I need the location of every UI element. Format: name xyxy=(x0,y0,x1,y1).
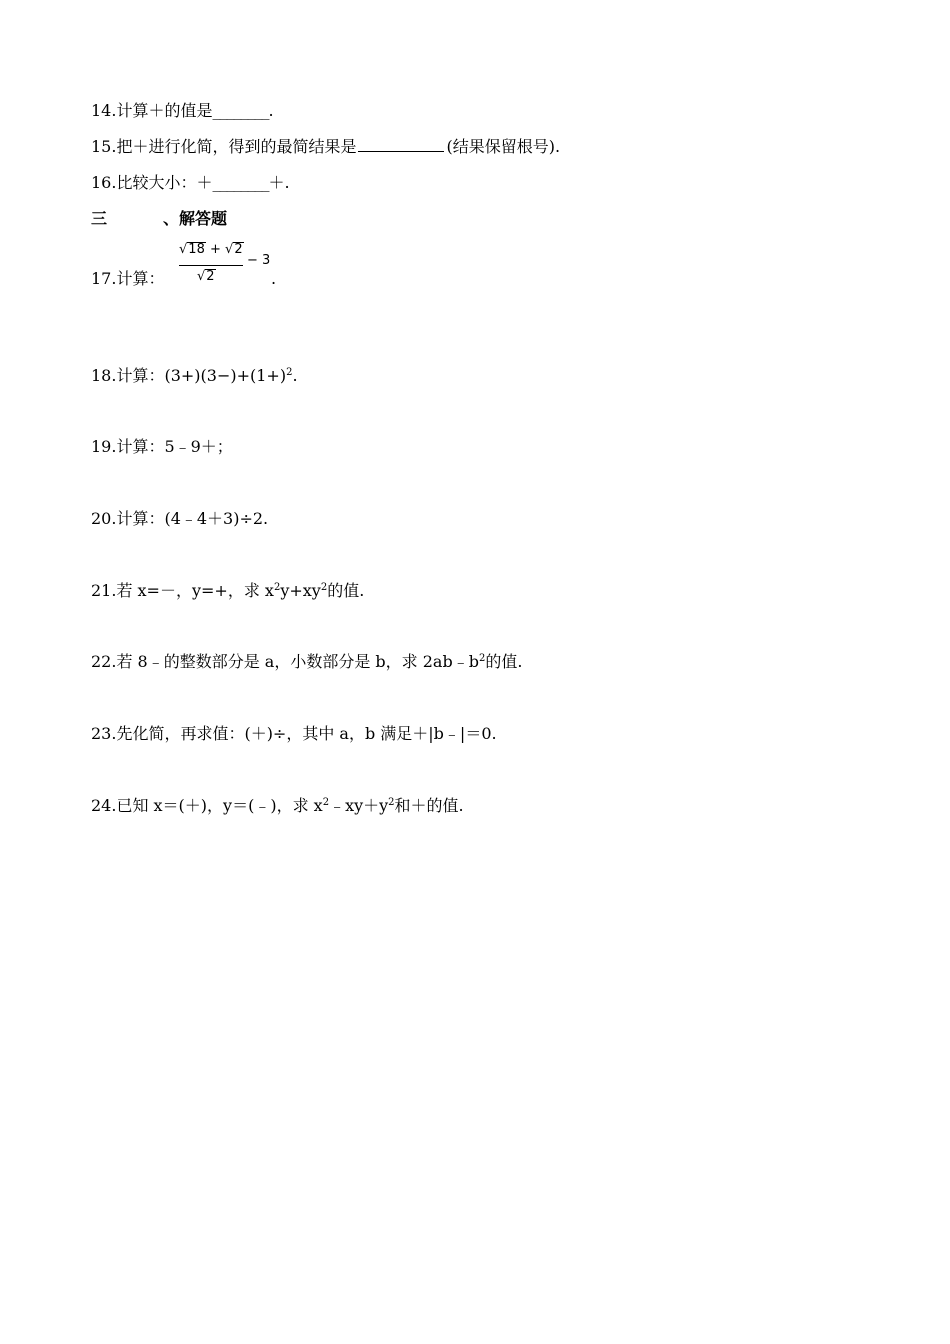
question-text: 22.若 8﹣的整数部分是 a，小数部分是 b，求 2ab﹣b xyxy=(91,652,479,671)
section-number: 三 xyxy=(91,209,108,228)
question-17-label xyxy=(91,269,164,289)
radicand: 2 xyxy=(234,242,243,257)
question-21 xyxy=(91,581,364,601)
question-16 xyxy=(91,173,290,193)
question-text: 20.计算：(4﹣4＋3)÷2. xyxy=(91,509,269,528)
exponent: 2 xyxy=(388,797,395,808)
radicand: 18 xyxy=(188,242,205,257)
question-end: . xyxy=(292,366,298,385)
question-text: 15.把＋进行化简，得到的最简结果是 xyxy=(91,137,357,156)
question-text: 24.已知 x＝(＋)，y＝(﹣)，求 x xyxy=(91,796,323,815)
question-end: . xyxy=(268,101,274,120)
question-15 xyxy=(91,137,560,157)
radical-sign: √ xyxy=(225,242,234,257)
section-title: 、解答题 xyxy=(163,209,228,228)
exponent: 2 xyxy=(478,653,486,664)
exponent: 2 xyxy=(286,367,293,378)
question-text: 和＋的值. xyxy=(394,796,464,815)
exponent: 2 xyxy=(273,582,281,593)
question-text: 14.计算＋的值是 xyxy=(91,101,213,120)
plus-sign: + xyxy=(205,242,226,257)
exponent: 2 xyxy=(322,797,330,808)
question-text: 16.比较大小：＋ xyxy=(91,173,213,192)
question-20 xyxy=(91,509,268,529)
radical-sign: √ xyxy=(179,242,188,257)
question-text: ﹣xy＋y xyxy=(329,796,389,815)
question-text: 21.若 x=－，y=+，求 x xyxy=(91,581,274,600)
question-14 xyxy=(91,101,274,121)
fraction-bar xyxy=(179,265,243,266)
question-text: y+xy xyxy=(280,581,321,600)
question-17-fraction xyxy=(175,242,285,294)
answer-blank xyxy=(358,137,444,152)
question-text: 17.计算： xyxy=(91,269,165,288)
question-text: 的值. xyxy=(485,652,523,671)
question-text: 23.先化简，再求值：(＋)÷，其中 a，b 满足＋|b﹣|＝0. xyxy=(91,724,497,743)
exponent: 2 xyxy=(320,582,328,593)
section-heading xyxy=(91,209,227,229)
fraction-denominator xyxy=(197,269,216,284)
question-text: 18.计算：(3+)(3−)+(1+) xyxy=(91,366,287,385)
question-text: 19.计算：5﹣9＋； xyxy=(91,437,233,456)
radical-sign: √ xyxy=(197,269,206,284)
answer-blank: ________ xyxy=(212,101,269,120)
question-23 xyxy=(91,724,497,744)
answer-blank: ________ xyxy=(212,173,269,192)
question-22 xyxy=(91,652,522,672)
question-17-end: . xyxy=(271,269,277,288)
question-text: 的值. xyxy=(327,581,365,600)
radicand: 2 xyxy=(206,269,215,284)
fraction-numerator xyxy=(179,242,244,257)
question-24 xyxy=(91,796,464,816)
question-end: (结果保留根号). xyxy=(446,137,561,156)
question-end: ＋. xyxy=(268,173,290,192)
question-19 xyxy=(91,437,233,457)
fraction-tail: − 3 xyxy=(247,253,271,268)
question-18 xyxy=(91,366,298,386)
